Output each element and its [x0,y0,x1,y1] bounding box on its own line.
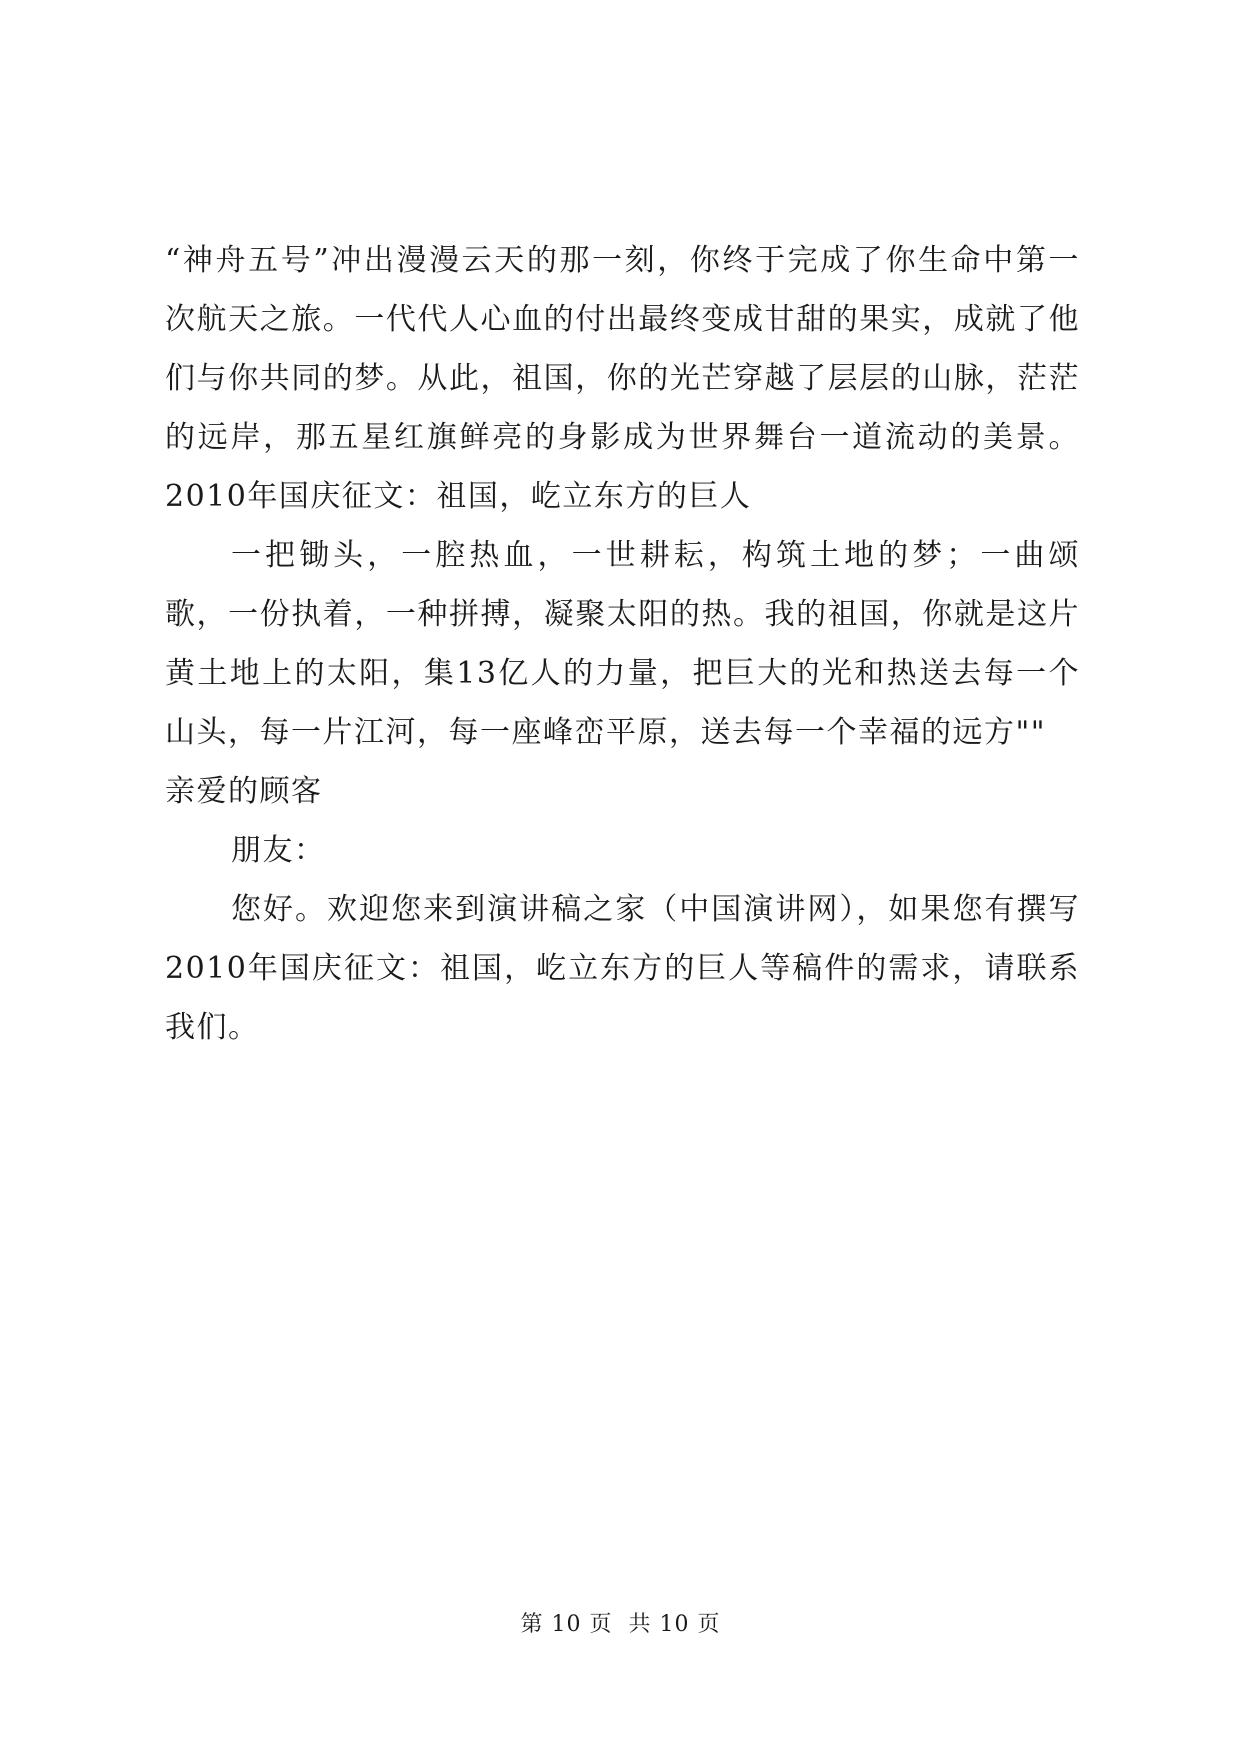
paragraph-2: 一把锄头，一腔热血，一世耕耘，构筑土地的梦；一曲颂歌，一份执着，一种拼搏，凝聚太阳的热。我的祖国，你就是这片黄土地上的太阳，集13亿人的力量，把巨大的光和热送去每一个山头，每一片江河，每一座峰峦平原，送去每一个幸福的远方"" [165,538,1080,750]
paragraph-3: 亲爱的顾客 [165,774,323,809]
paragraph-1: “神舟五号”冲出漫漫云天的那一刻，你终于完成了你生命中第一次航天之旅。一代代人心血的付出最终变成甘甜的果实，成就了他们与你共同的梦。从此，祖国，你的光芒穿越了层层的山脉，茫茫的远岸，那五星红旗鲜亮的身影成为世界舞台一道流动的美景。2010年国庆征文：祖国，屹立东方的巨人 [165,243,1080,514]
page-number-label: 第 10 页 共 10 页 [520,1612,721,1637]
page-footer [0,1610,1241,1640]
paragraph-4: 朋友： [231,833,326,868]
document-body [165,231,1080,1057]
paragraph-5: 您好。欢迎您来到演讲稿之家（中国演讲网），如果您有撰写2010年国庆征文：祖国，屹立东方的巨人等稿件的需求，请联系我们。 [165,892,1080,1045]
